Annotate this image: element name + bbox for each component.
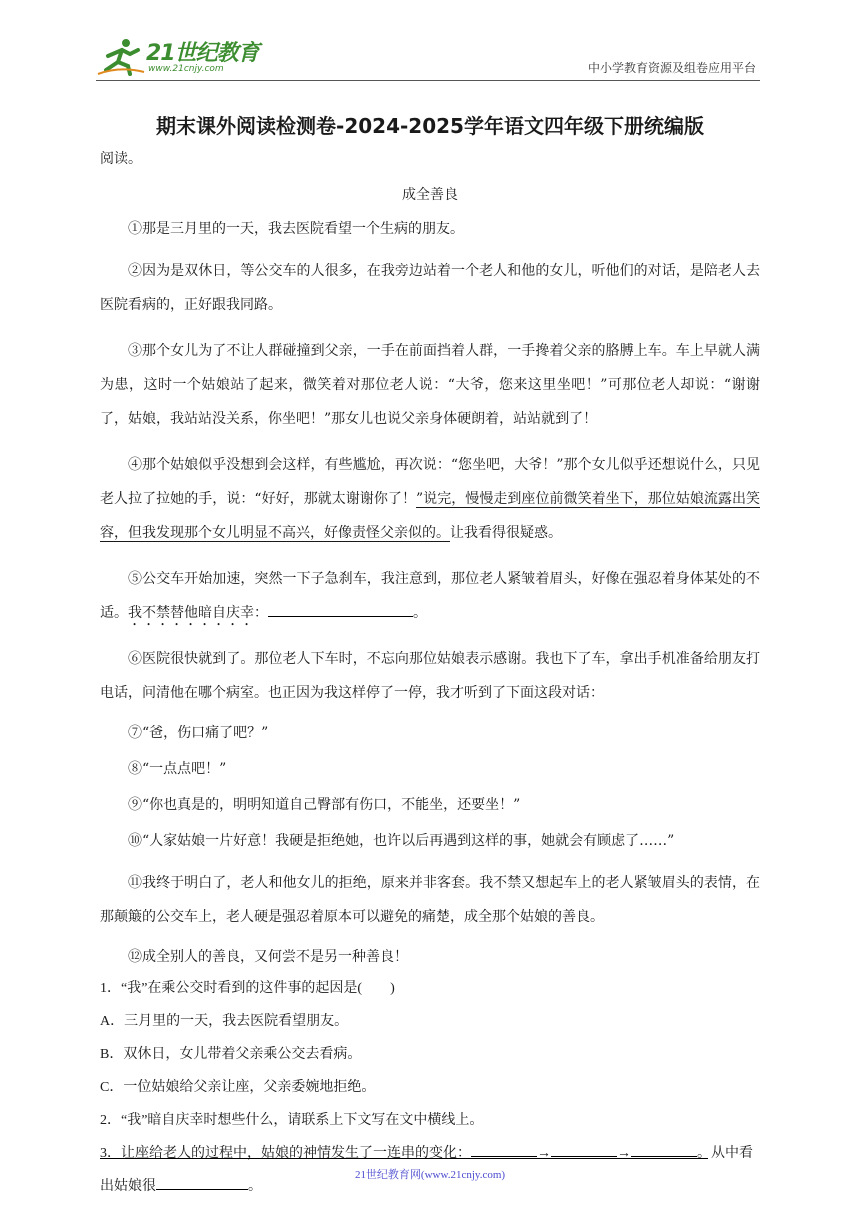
paragraph-5-colon: ： (254, 605, 268, 621)
answer-blank[interactable] (631, 1142, 697, 1157)
paragraph-1: ①那是三月里的一天，我去医院看望一个生病的朋友。 (128, 221, 464, 237)
paragraph-4-text: ④那个姑娘似乎没想到会这样，有些尴尬，再次说：“您坐吧，大爷！”那个女儿似乎还想说什么，只见老人拉了拉她的手，说：“好好，那就太谢谢你了！ (100, 457, 760, 507)
answer-blank[interactable] (471, 1142, 537, 1157)
paragraph-2: ②因为是双休日，等公交车的人很多，在我旁边站着一个老人和他的女儿，听他们的对话，是陪老人去医院看病的，正好跟我同路。 (100, 263, 760, 313)
question-1-option-b[interactable]: B．双休日，女儿带着父亲乘公交去看病。 (100, 1047, 362, 1062)
arrow: → (617, 1146, 631, 1161)
question-1: 1．“我”在乘公交时看到的这件事的起因是( ) (100, 981, 395, 996)
page-header (96, 34, 756, 80)
footer-divider (100, 1158, 708, 1159)
platform-name: 中小学教育资源及组卷应用平台 (587, 61, 756, 75)
paragraph-5-end: 。 (413, 605, 427, 621)
question-1-option-c[interactable]: C．一位姑娘给父亲让座，父亲委婉地拒绝。 (100, 1080, 376, 1095)
paragraph-6: ⑥医院很快就到了。那位老人下车时，不忘向那位姑娘表示感谢。我也下了车，拿出手机准备给朋友打电话，问清他在哪个病室。也正因为我这样停了一停，我才听到了下面这段对话： (100, 651, 760, 701)
paragraph-12: ⑫成全别人的善良，又何尝不是另一种善良！ (128, 949, 408, 965)
question-3-text-2: 。从中看出姑娘很 (100, 1146, 753, 1194)
paragraph-10: ⑩“人家姑娘一片好意！我硬是拒绝她，也许以后再遇到这样的事，她就会有顾虑了……” (128, 833, 675, 849)
question-1-option-a[interactable]: A．三月里的一天，我去医院看望朋友。 (100, 1014, 349, 1029)
paragraph-4 (100, 448, 760, 550)
question-3-text: 3．让座给老人的过程中，姑娘的神情发生了一连串的变化： (100, 1146, 471, 1161)
dotted-phrase: 我不禁替他暗自庆幸 (128, 605, 254, 621)
logo (96, 34, 266, 80)
arrow: → (537, 1146, 551, 1161)
page-title: 期末课外阅读检测卷-2024-2025学年语文四年级下册统编版 (156, 114, 704, 138)
underlined-sentence: ”说完，慢慢走到座位前微笑着坐下，那位姑娘流露出笑容，但我发现那个女儿明显不高兴，好像责怪父亲似的。 (100, 491, 761, 541)
article-title: 成全善良 (402, 187, 458, 203)
header-divider (96, 80, 760, 81)
paragraph-5-text: ⑤公交车开始加速，突然一下子急刹车，我注意到，那位老人紧皱着眉头，好像在强忍着身体某处的不适。 (100, 571, 760, 621)
paragraph-8: ⑧“一点点吧！” (128, 761, 227, 777)
document-body (100, 148, 760, 1203)
paragraph-4-end: 让我看得很疑惑。 (450, 525, 562, 541)
footer-text[interactable]: 21世纪教育网(www.21cnjy.com) (354, 1169, 506, 1181)
answer-blank[interactable] (551, 1142, 617, 1157)
paragraph-3: ③那个女儿为了不让人群碰撞到父亲，一手在前面挡着人群，一手搀着父亲的胳膊上车。车上早就人满为患，这时一个姑娘站了起来，微笑着对那位老人说：“大爷，您来这里坐吧！”可那位老人却说：“谢谢了，姑娘，我站站没关系，你坐吧！”那女儿也说父亲身体硬朗着，站站就到了！ (100, 343, 760, 427)
intro-text: 阅读。 (100, 151, 142, 167)
paragraph-11: ⑪我终于明白了，老人和他女儿的拒绝，原来并非客套。我不禁又想起车上的老人紧皱眉头的表情，在那颠簸的公交车上，老人硬是强忍着原本可以避免的痛楚，成全那个姑娘的善良。 (100, 875, 760, 925)
answer-blank[interactable] (268, 602, 413, 617)
paragraph-7: ⑦“爸，伤口痛了吧？” (128, 725, 269, 741)
paragraph-5 (100, 562, 760, 630)
runner-logo-icon (96, 36, 146, 76)
paragraph-9: ⑨“你也真是的，明明知道自己臀部有伤口，不能坐，还要坐！” (128, 797, 521, 813)
question-2: 2．“我”暗自庆幸时想些什么，请联系上下文写在文中横线上。 (100, 1113, 484, 1128)
question-3-end: 。 (248, 1179, 262, 1194)
logo-url: www.21cnjy.com (148, 64, 224, 74)
logo-text: 21世纪教育 (146, 41, 259, 66)
